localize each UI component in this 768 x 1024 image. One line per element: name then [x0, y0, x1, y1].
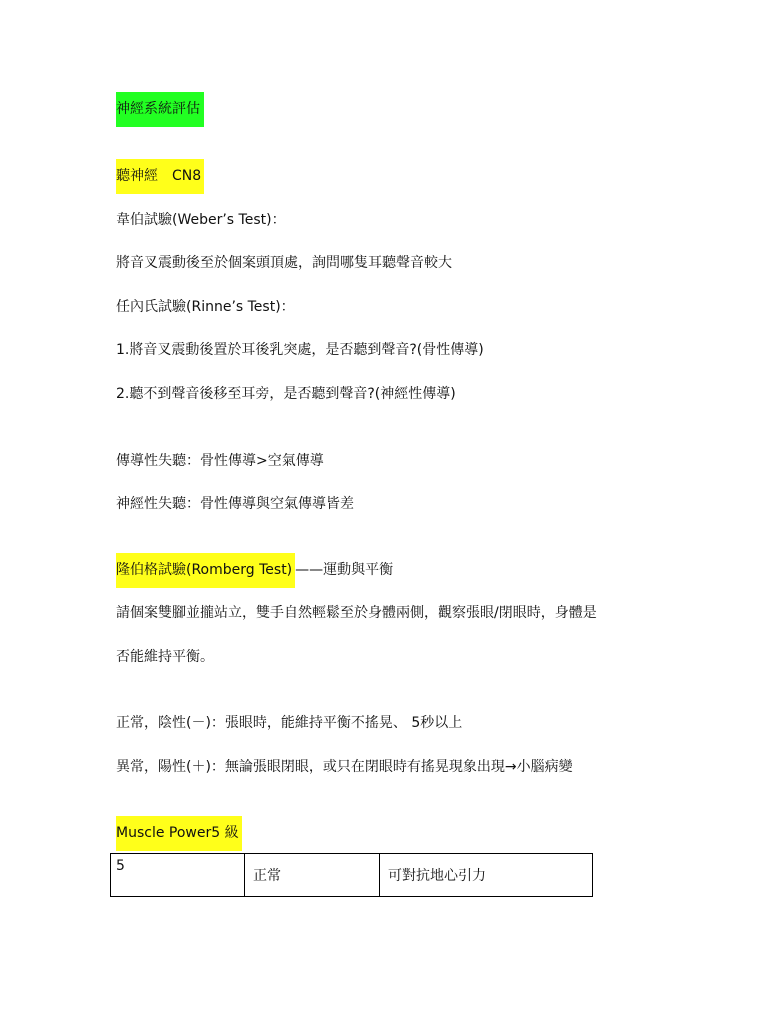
weber-title: 韋伯試驗(Weber’s Test)：: [116, 212, 286, 228]
cn8-title: 聽神經 CN8: [116, 159, 204, 194]
conductive-hearing-loss: 傳導性失聽：骨性傳導>空氣傳導: [116, 453, 324, 469]
romberg-description-line-2: 否能維持平衡。: [116, 649, 214, 665]
status-cell: 正常: [245, 854, 380, 897]
romberg-title: 隆伯格試驗(Romberg Test): [116, 553, 295, 588]
muscle-power-title-line: [116, 823, 242, 843]
rinne-step-2: 2.聽不到聲音後移至耳旁，是否聽到聲音?(神經性傳導): [116, 386, 456, 402]
romberg-abnormal-result: 異常，陽性(＋)：無論張眼閉眼，或只在閉眼時有搖晃現象出現→小腦病變: [116, 759, 573, 775]
section-heading: 神經系統評估: [116, 92, 204, 127]
weber-description: 將音叉震動後至於個案頭頂處，詢問哪隻耳聽聲音較大: [116, 255, 452, 271]
muscle-power-title: Muscle Power5 級: [116, 816, 242, 851]
description-cell: 可對抗地心引力: [380, 854, 593, 897]
table-row: [111, 854, 593, 897]
grade-cell: 5: [111, 854, 245, 897]
rinne-step-1: 1.將音叉震動後置於耳後乳突處，是否聽到聲音?(骨性傳導): [116, 342, 484, 358]
romberg-title-suffix: ——運動與平衡: [295, 562, 394, 578]
cn8-title-line: [116, 166, 204, 186]
muscle-power-table: [110, 853, 593, 897]
sensorineural-hearing-loss: 神經性失聽：骨性傳導與空氣傳導皆差: [116, 496, 354, 512]
romberg-normal-result: 正常，陰性(－)：張眼時，能維持平衡不搖晃、 5秒以上: [116, 715, 463, 731]
heading-line: [116, 99, 204, 119]
rinne-title: 任內氏試驗(Rinne’s Test)：: [116, 299, 295, 315]
romberg-title-line: [116, 560, 393, 580]
romberg-description-line-1: 請個案雙腳並攏站立，雙手自然輕鬆至於身體兩側，觀察張眼/閉眼時，身體是: [116, 605, 597, 621]
